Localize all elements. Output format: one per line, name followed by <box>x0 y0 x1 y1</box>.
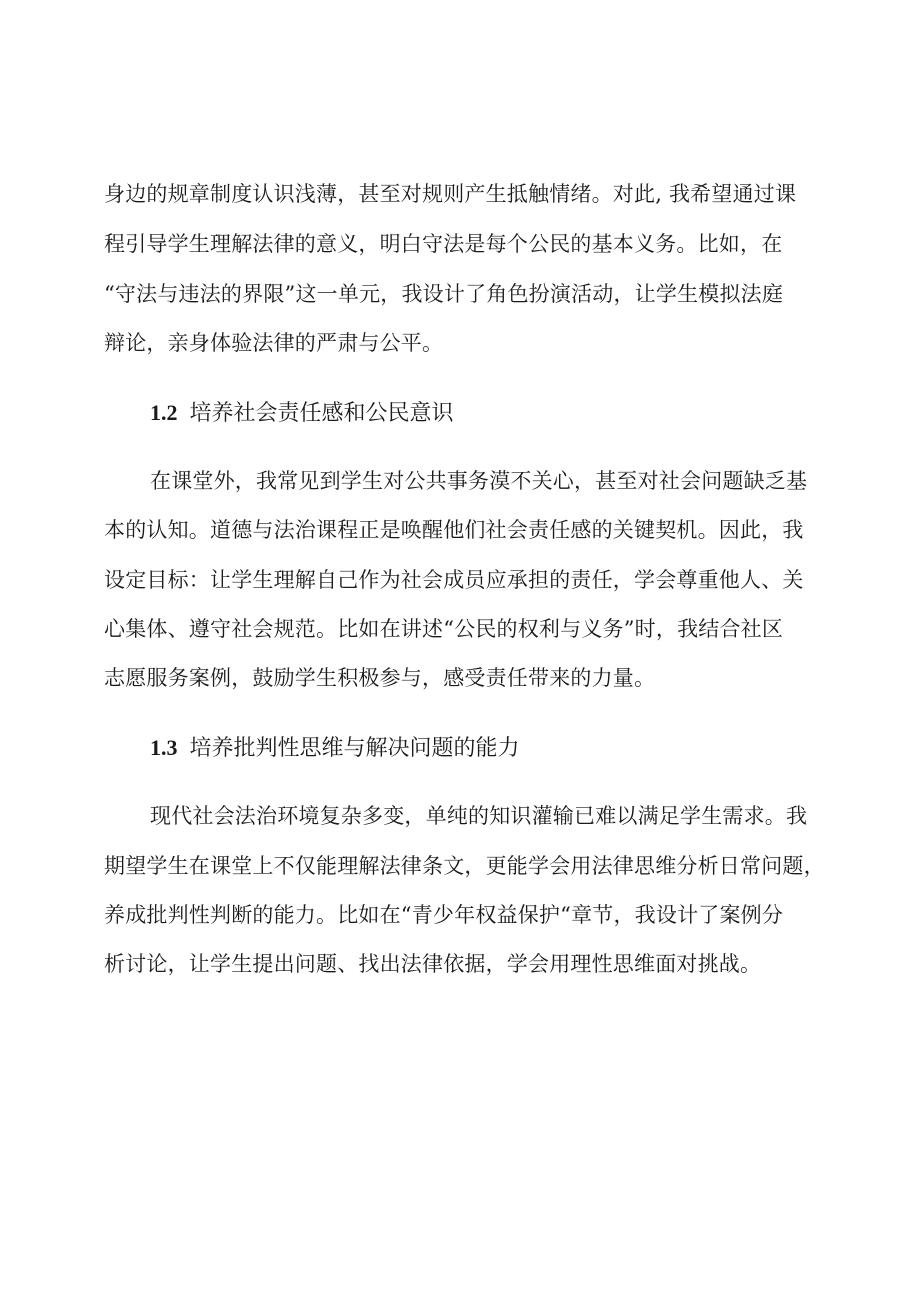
paragraph-line: 志愿服务案例，鼓励学生积极参与，感受责任带来的力量。 <box>104 666 656 690</box>
paragraph-line: 程引导学生理解法律的意义，明白守法是每个公民的基本义务。比如，在 <box>104 232 783 256</box>
paragraph-line: 设定目标：让学生理解自己作为社会成员应承担的责任，学会尊重他人、关 <box>104 568 804 592</box>
section-number: 1.2 <box>150 400 178 425</box>
section-title: 培养批判性思维与解决问题的能力 <box>189 736 520 761</box>
paragraph-line: 期望学生在课堂上不仅能理解法律条文，更能学会用法律思维分析日常问题， <box>104 854 825 878</box>
section-number: 1.3 <box>150 735 178 760</box>
paragraph-line: 身边的规章制度认识浅薄，甚至对规则产生抵触情绪。对此, 我希望通过课 <box>104 182 797 206</box>
section-heading-1-2 <box>150 398 454 429</box>
paragraph-line: 心集体、遵守社会规范。比如在讲述“公民的权利与义务”时，我结合社区 <box>104 617 784 641</box>
paragraph-line: 辩论，亲身体验法律的严肃与公平。 <box>104 331 444 355</box>
paragraph-line: 养成批判性判断的能力。比如在“青少年权益保护“章节，我设计了案例分 <box>104 903 784 927</box>
paragraph-line: 析讨论，让学生提出问题、找出法律依据，学会用理性思维面对挑战。 <box>104 952 762 976</box>
paragraph-line: 现代社会法治环境复杂多变，单纯的知识灌输已难以满足学生需求。我 <box>150 804 808 828</box>
section-title: 培养社会责任感和公民意识 <box>189 401 454 426</box>
paragraph-line: “守法与违法的界限”这一单元，我设计了角色扮演活动，让学生模拟法庭 <box>104 282 784 306</box>
paragraph-line: 本的认知。道德与法治课程正是唤醒他们社会责任感的关键契机。因此，我 <box>104 518 804 542</box>
paragraph-line: 在课堂外，我常见到学生对公共事务漠不关心，甚至对社会问题缺乏基 <box>150 469 808 493</box>
section-heading-1-3 <box>150 733 520 764</box>
